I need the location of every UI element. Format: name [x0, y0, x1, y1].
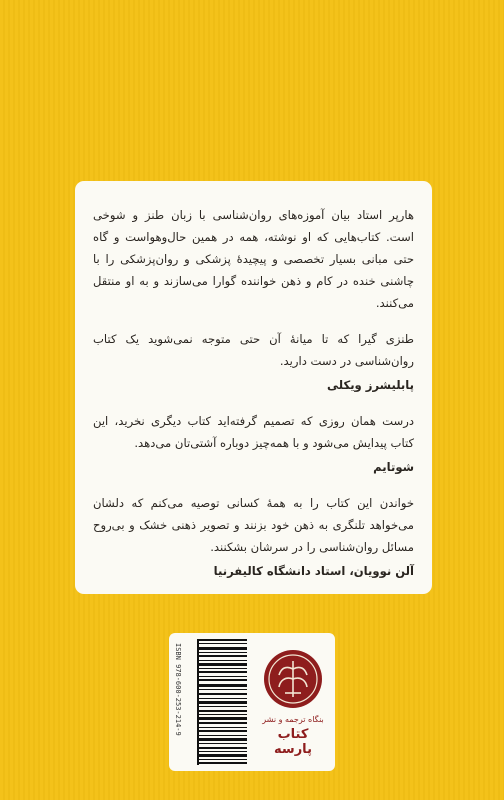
isbn-label: ISBN 978-600-253-214-9: [174, 643, 182, 736]
blurb-paragraph: هارپر استاد بیان آموزه‌های روان‌شناسی با زبان طنز و شوخی است. کتاب‌هایی که او نوشته، همه در همین حال‌و‌هواست و گاه حتی مبانی بسیار تخصصی و پیچیدهٔ پزشکی و روان‌پزشکی را با چاشنی خنده در کام و ذهن خواننده گوارا می‌سازند و به او منتقل می‌کنند.: [93, 208, 414, 310]
publisher-tagline: بنگاه ترجمه و نشر: [262, 715, 324, 724]
barcode-publisher-box: [169, 633, 335, 771]
review-source-1: پابلیشرز ویکلی: [326, 378, 414, 392]
review-source-3: آلن نوویان، استاد دانشگاه کالیفرنیا: [213, 564, 414, 578]
publisher-name: کتاب پارسه: [274, 727, 312, 757]
review-quote-2: درست همان روزی که تصمیم گرفته‌اید کتاب دیگری نخرید، این کتاب پیدایش می‌شود و با همه‌چیز دوباره آشتی‌تان می‌دهد.: [93, 414, 414, 450]
review-quote-3: خواندن این کتاب را به همهٔ کسانی توصیه می‌کنم که دلشان می‌خواهد تلنگری به ذهن خود بزنند و تصویر ذهنی خشک و بی‌روح مسائل روان‌شناسی را در سرشان بشکنند.: [93, 496, 414, 554]
blurb-panel: [75, 181, 432, 594]
review-source-2: شوتایم: [373, 460, 414, 474]
barcode-icon: [183, 639, 255, 765]
review-quote-1: طنزی گیرا که تا میانهٔ آن حتی متوجه نمی‌شوید یک کتاب روان‌شناسی در دست دارید.: [93, 332, 414, 368]
